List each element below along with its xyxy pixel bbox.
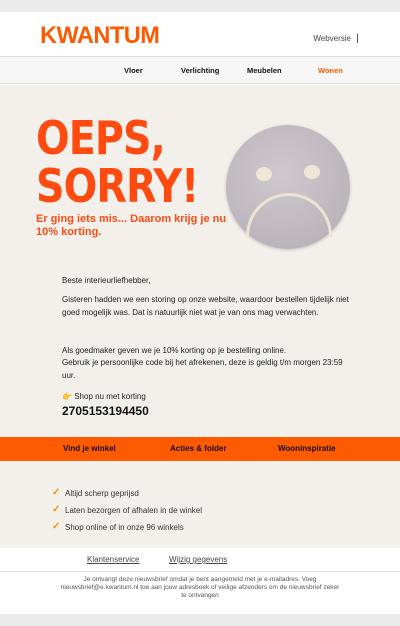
- discount-code: 2705153194450: [62, 404, 149, 418]
- customer-service-link[interactable]: Klantenservice: [87, 555, 140, 564]
- hero-section: [0, 85, 400, 437]
- usp-label: Shop online of in onze 96 winkels: [65, 523, 184, 532]
- footer-disclaimer: Je ontvangt deze nieuwsbrief omdat je bent aangemeld met je e-mailadres. Voeg nieuwsbrief@e.kwantum.nl toe aan jouw adresboek of veilige afzenders om de nieuwsbrief zeker te ontvangen: [60, 576, 340, 599]
- shop-link-row[interactable]: [62, 391, 352, 404]
- rug-eye-left: [256, 167, 272, 181]
- nav-item-meubelen[interactable]: Meubelen: [247, 66, 282, 75]
- paragraph-storing: Gisteren hadden we een storing op onze website, waardoor bestellen tijdelijk niet goed mogelijk was. Dat is natuurlijk niet wat je van ons mag verwachten.: [62, 295, 349, 317]
- paragraph-code-info: Gebruik je persoonlijke code bij het afrekenen, deze is geldig t/m morgen 23:59 uur.: [62, 358, 343, 380]
- category-nav: [0, 56, 400, 84]
- email-frame: [0, 12, 400, 614]
- usp-label: Altijd scherp geprijsd: [65, 489, 139, 498]
- actions-folder-link[interactable]: Acties & folder: [170, 444, 227, 453]
- usp-label: Laten bezorgen of afhalen in de winkel: [65, 506, 202, 515]
- check-icon: ✓: [52, 521, 61, 532]
- pointing-hand-icon: 👉: [62, 392, 72, 401]
- email-header: [0, 12, 400, 56]
- headline-line-2: SORRY!: [36, 160, 199, 214]
- nav-item-wonen[interactable]: Wonen: [318, 66, 343, 75]
- headline-line-1: OEPS,: [36, 111, 165, 166]
- hero-headline: [36, 111, 199, 214]
- home-inspiration-link[interactable]: Wooninspiratie: [278, 444, 336, 453]
- hero-subhead: Er ging iets mis... Daarom krijg je nu 10% korting.: [36, 213, 227, 238]
- rug-mouth: [246, 193, 332, 237]
- check-icon: ✓: [52, 487, 61, 498]
- paragraph-korting: Als goedmaker geven we je 10% korting op je bestelling online.: [62, 346, 287, 355]
- rug-eye-right: [304, 165, 320, 179]
- nav-item-vloer[interactable]: Vloer: [124, 66, 143, 75]
- sad-face-rug-image: [226, 125, 350, 249]
- webversie-link[interactable]: Webversie: [313, 34, 358, 43]
- find-store-link[interactable]: Vind je winkel: [63, 444, 116, 453]
- orange-link-bar: [0, 437, 400, 461]
- greeting: Beste interieurliefhebber,: [62, 276, 151, 285]
- nav-item-verlichting[interactable]: Verlichting: [181, 66, 220, 75]
- usp-list: [0, 461, 400, 548]
- check-icon: ✓: [52, 504, 61, 515]
- shop-now-link[interactable]: Shop nu met korting: [74, 392, 146, 401]
- kwantum-logo[interactable]: KWANTUM: [40, 22, 160, 49]
- change-details-link[interactable]: Wijzig gegevens: [169, 555, 228, 564]
- footer-links: [0, 548, 400, 572]
